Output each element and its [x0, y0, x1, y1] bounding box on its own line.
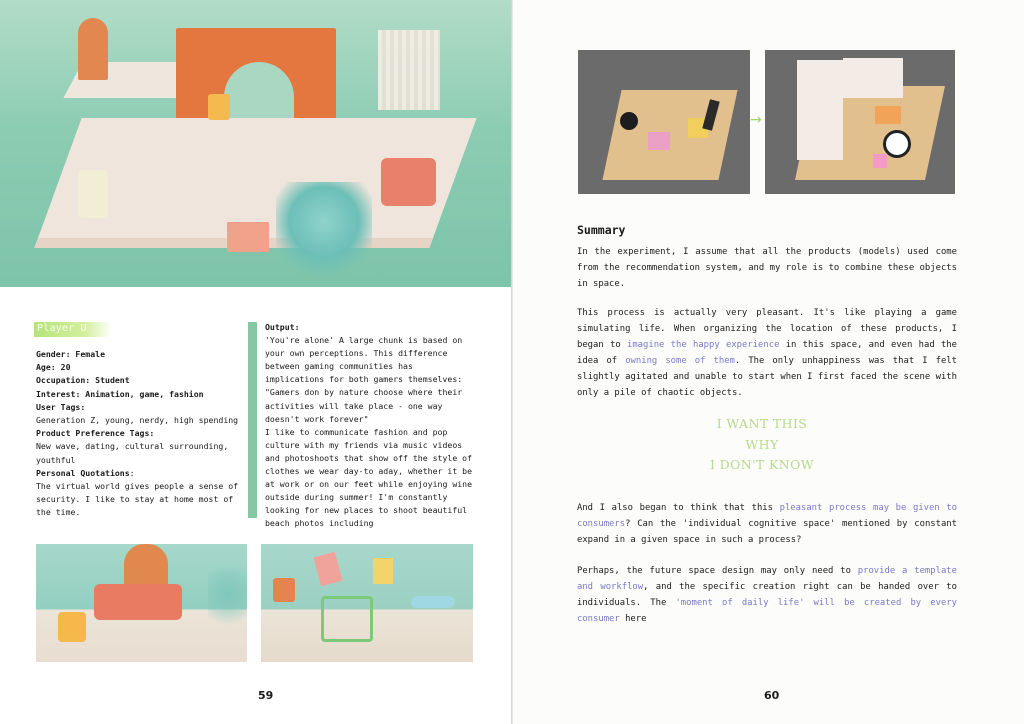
living-room-photo	[36, 544, 247, 662]
output-text-2: I like to communicate fashion and pop culture with my friends via music videos and photoshoots that show off the style of clothes we wear day-to aday, whether it be at work or on our feet while enjoying wine outside during summer! I'm constantly looking for new places to shoot beautiful beach photos including	[265, 426, 473, 529]
page-number-right: 60	[764, 689, 780, 702]
interest: Interest: Animation, game, fashion	[36, 388, 204, 399]
output-block	[265, 321, 475, 531]
summary-title: Summary	[577, 223, 626, 237]
plant	[276, 182, 372, 282]
highlight-text: provide a template and workflow	[577, 566, 957, 592]
output-text-1: 'You're alone' A large chunk is based on your own perceptions. This difference between gaming communities has implications for both gamers themselves: "Gamers don by nature choose where their activities will take place - one way doesn't work forever"	[265, 335, 463, 424]
lounge-photo	[261, 544, 473, 662]
scene-before-screenshot	[578, 50, 750, 194]
highlight-text: owning some of them	[625, 355, 735, 366]
curtain	[378, 30, 440, 110]
age: Age: 20	[36, 362, 71, 373]
player-tag: Player U	[34, 322, 112, 337]
accent-bar	[248, 322, 257, 518]
pull-quote: I WANT THIS WHY I DON'T KNOW	[709, 416, 815, 472]
paragraph-3: And I also began to think that this pleasant process may be given to consumers? Can the 'individual cognitive space' mentioned by constant expand in a given space in such a process?	[577, 503, 957, 545]
output-label: Output:	[265, 322, 300, 332]
occupation: Occupation: Student	[36, 375, 130, 386]
arrow-right-icon: →	[750, 112, 762, 128]
quotations-label: Personal Quotations:	[36, 467, 135, 478]
hero-render-image	[0, 0, 512, 287]
highlight-text: 'moment of daily life' will be created by every consumer	[577, 597, 957, 624]
paragraph-1: In the experiment, I assume that all the products (models) used come from the recommendation system, and my role is to combine these objects in space.	[577, 247, 957, 289]
paragraph-2: This process is actually very pleasant. It's like playing a game simulating life. When organizing the location of these products, I began to imagine the happy experience in this space, and even had the idea of owning some of them. The only unhappiness was that I felt slightly agitated and unable to start when I first faced the scene with only a pile of chaotic objects.	[577, 308, 958, 398]
paragraph-4: Perhaps, the future space design may only need to provide a template and workflow, and the specific creation right can be handed over to individuals. The 'moment of daily life' will be created by every consumer here	[577, 566, 957, 624]
user-tags-label: User Tags:	[36, 401, 86, 412]
user-tags: Generation Z, young, nerdy, high spending	[36, 415, 239, 426]
cactus-cutout	[78, 18, 108, 80]
page-number-left: 59	[258, 689, 274, 702]
scene-after-screenshot	[765, 50, 955, 194]
product-tags: New wave, dating, cultural surrounding, youthful	[36, 441, 229, 465]
product-tags-label: Product Preference Tags:	[36, 428, 155, 439]
quotation: The virtual world gives people a sense of security. I like to stay at home most of the time.	[36, 481, 239, 518]
highlight-text: imagine the happy experience	[626, 339, 780, 350]
highlight-text: pleasant process may be given to consumers	[577, 503, 957, 529]
player-profile	[36, 348, 244, 520]
fridge	[78, 170, 108, 218]
gender: Gender: Female	[36, 349, 106, 359]
sofa	[381, 158, 436, 206]
